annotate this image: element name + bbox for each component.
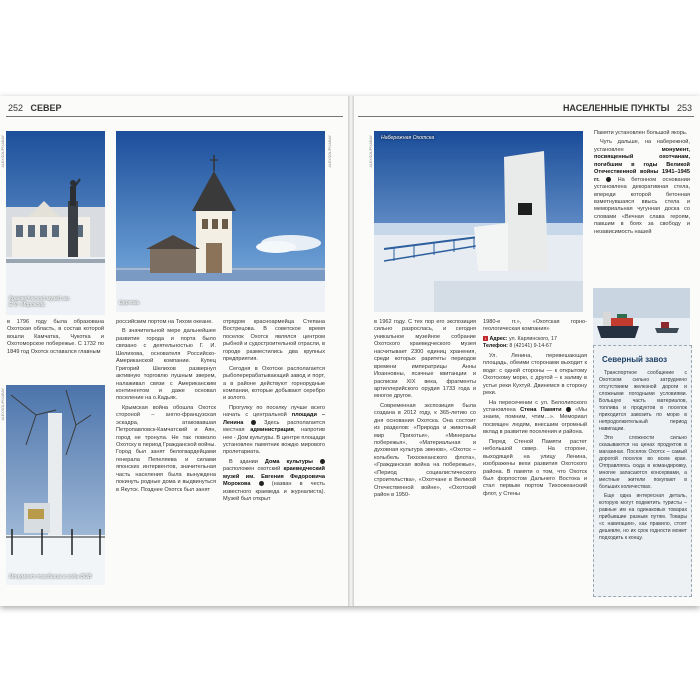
text-run: Здесь располагается местная — [223, 419, 325, 434]
sidebar-text — [599, 370, 687, 544]
photo-church — [116, 131, 325, 312]
museum-address — [483, 336, 587, 343]
left-col2-p1: российским портом на Тихом океане. — [116, 319, 213, 325]
credit-embankment: ALEXSOL/PIXABAY — [369, 135, 373, 168]
caption-embankment: Набережная Охотска — [381, 135, 435, 141]
left-col3-p3 — [223, 405, 325, 457]
sidebar-p1: Транспортное сообщение с Охотском сильно затруднено отсутствием железной дороги и сложными погодными условиями. Большую часть материалов, топлива и продуктов в поселок приходится завозить по морю в непродолжительный период навигации. — [599, 370, 687, 433]
text-run: На пересечении с ул. Белолипского установлена — [483, 399, 587, 413]
address-value: ул. Карлинского, 17 — [508, 335, 557, 342]
phone-label: Телефон: — [483, 342, 508, 349]
museum-phone — [483, 343, 587, 350]
photo-monument-wwii — [6, 385, 105, 585]
left-col2-text — [116, 319, 216, 496]
place-culture-house: Дома культуры — [264, 458, 313, 465]
sidebar-p2: Эти сложности сильно сказываются на ценах продуктов в магазинах. Поселок Охотск – самый дорогой поселок во всем крае. Отправляясь сюда в командировку, многие запасаются консервами, а местные жители покупают в больших количествах. — [599, 435, 687, 491]
right-col2-text — [483, 319, 587, 500]
caption-church: Церковь — [119, 300, 140, 306]
left-col1-text — [7, 319, 104, 358]
right-col2-p2: Ул. Ленина, перевешающая площадь, обеими сторонами выходит к воде: с одной стороны — к открытому Охотскому морю, с другой – к заливу в устье реки Кухтуй. Двинемся в сторону реки. — [483, 352, 587, 397]
right-top-col-text — [594, 130, 690, 238]
map-marker-2: 2 — [320, 459, 325, 464]
right-col2-p1: 1980-е гг.», «Охотская горно-геологическая компания» — [483, 319, 587, 333]
caption-museum: Краеведческий музей им. Е.Ф. Морокова — [9, 296, 71, 308]
place-museum: краеведческий музей им. Евгения Федоровича Морокова — [223, 466, 325, 488]
text-run: , напротив нее - Дом культуры. В центре площади установлен памятник вождю мирового пролетариата. — [223, 427, 325, 456]
left-col3-text — [223, 319, 329, 506]
place-memory-wall: Стена Памяти — [520, 407, 562, 413]
credit-museum: ALEXSOL/PIXABAY — [1, 135, 5, 168]
text-run: Чуть дальше, на набережной, установлен — [594, 139, 690, 153]
map-pin-icon: i — [483, 336, 488, 341]
place-administration: администрация — [250, 427, 294, 434]
place-war-monument: монумент, посвященный охотчанам, погибшим в годы Великой Отечественной войны 1941–1945 гг. — [594, 146, 690, 183]
map-marker-4: 4 — [566, 407, 571, 412]
left-col3-p4 — [223, 458, 329, 504]
right-section-title: НАСЕЛЕННЫЕ ПУНКТЫ — [562, 103, 670, 113]
book-gutter — [348, 96, 354, 606]
left-header-rule — [6, 116, 343, 117]
left-page-header — [8, 103, 62, 113]
sidebar-p3: Еще одна интересная деталь, которую могут подметить туристы – равные им на одинаковых товарах прибывшие разным путям. Товары «с навигации», как правило, стоят дешевле, но их срок годности может подходить к концу. — [599, 493, 687, 542]
left-col3-p2: Сегодня в Охотске располагается рыбоперерабатывающий завод и порт, а в районе действуют горнорудные компании, которые добывают серебро и золото. — [223, 365, 325, 402]
right-page-header — [563, 103, 692, 113]
left-section-title: СЕВЕР — [30, 103, 62, 113]
photo-embankment — [374, 131, 583, 312]
right-col1-p2: Современная экспозиция была создана в 2012 году, к 365-летию со дня основания Охотска. Она состоит из разделов: «Природа и животный мир Прихотья», «Минералы побережья», «Материальная и духовная культура эвенов», «Охотск – колыбель Тихоокеанского флота», «Гражданская война на побережье», «Период социалистического строительства», «Охотчане в Великой Отечественной войне», «Охотский район в 1950- — [374, 402, 476, 499]
text-run: В здании — [229, 458, 258, 465]
right-col1-p1: в 1962 году. С тех пор его экспозиция сильно разрослась, и сегодня уникальное музейное собрание Охотского краеведческого музея насчитывает 2300 единиц хранения, среди которых раритеты периодов времени императрицы Анны Иоанновны, ясачные квитанции и расписки XIX века, фрагменты артиллерийского орудия 1733 года и многое другое. — [374, 319, 476, 400]
credit-church: ALEXSOL/PIXABAY — [328, 135, 332, 168]
text-run: «Мы знаем, помним, чтим…». Мемориал посвящен людям, внесшим огромный вклад в развитие поселения и района. — [483, 407, 587, 436]
place-lenin-square: площади – Ленина — [223, 412, 325, 426]
right-col2-p3 — [483, 400, 587, 437]
photo-museum — [6, 131, 105, 315]
sidebar-title: Северный завоз — [602, 355, 668, 364]
text-run: расположен охотский — [223, 466, 281, 473]
map-marker-1: 1 — [251, 420, 256, 425]
right-top-p2 — [594, 139, 690, 236]
right-col1-text — [374, 319, 476, 502]
text-run: На бетонном основании установлена декоративная стела, впереди которой бетонная взметнувшаяся ввысь стела и мемориальная чугунная доска со словами «Вечная слава героям, павшим в боях за свободу и независимость нашей — [594, 176, 690, 235]
left-col3-p1: отрядом красноармейца Степана Вострецова. В советское время поселок Охотск являлся центром рыбной и судостроительной отрасли, в городе разместились два крупных предприятия. — [223, 319, 325, 363]
right-header-rule — [358, 116, 694, 117]
left-col2-p2: В значительной мере дальнейшее развитие города и порта было связано с деятельностью Г. И. Шелихова, основателя Российско-Американской компании. Купец Григорий Шелихов развернул активную торговлю пушным зверем, налаживал связи с Американским континентом и даже основал поселение на о.Кадьяк. — [116, 328, 216, 402]
sidebar-northern-delivery — [593, 345, 692, 597]
right-top-p1: Памяти установлен большой якорь. — [594, 130, 688, 136]
text-run: Прогулку по поселку лучше всего начать с центральной — [223, 404, 325, 419]
right-col2-p4: Перед Стеной Памяти растет небольшой сквер. На стороне, выходящей на улицу Ленина, изображены вехи развития Охотского района. В памяти о том, что Охотск был форпостом Дальнего Востока и стал первым портом Тихоокеанский флот, у Стены — [483, 438, 587, 497]
caption-monument: Монумент погибшим в годы ВОВ — [9, 574, 92, 580]
left-col2-p3: Крымская война обошла Охотск стороной – англо-французская эскадра, атаковавшая Петропавловск-Камчатский и Аян, город не тронула. Не так повезло Охотску в период Гражданской войны. Город был занят белогвардейцами генерала Пепеляева и силами японских интервентов, значительная часть населения была вынуждена покинуть родные дома и выдвинуться в Якутск. Позднее Охотск был занят — [116, 404, 216, 493]
map-marker-3: 3 — [259, 481, 264, 486]
left-page-number: 252 — [8, 103, 24, 113]
photo-cargo-ship — [593, 288, 690, 345]
right-page-number: 253 — [676, 103, 692, 113]
map-marker-5: 5 — [606, 177, 611, 182]
phone-value: 8 (42141) 9-14-67 — [509, 342, 552, 349]
left-col1-p1: в 1796 году была образована Охотская область, в состав которой вошли Камчатка, Чукотка и Охотоморское побережье. С 1732 по 1849 год Охотск оставался главным — [7, 319, 104, 355]
credit-monument: ALEXSOL/PIXABAY — [1, 388, 5, 421]
text-run: (назван в честь известного краеведа и журналиста). Музей был открыт — [223, 481, 325, 503]
address-label: Адрес: — [489, 335, 508, 342]
